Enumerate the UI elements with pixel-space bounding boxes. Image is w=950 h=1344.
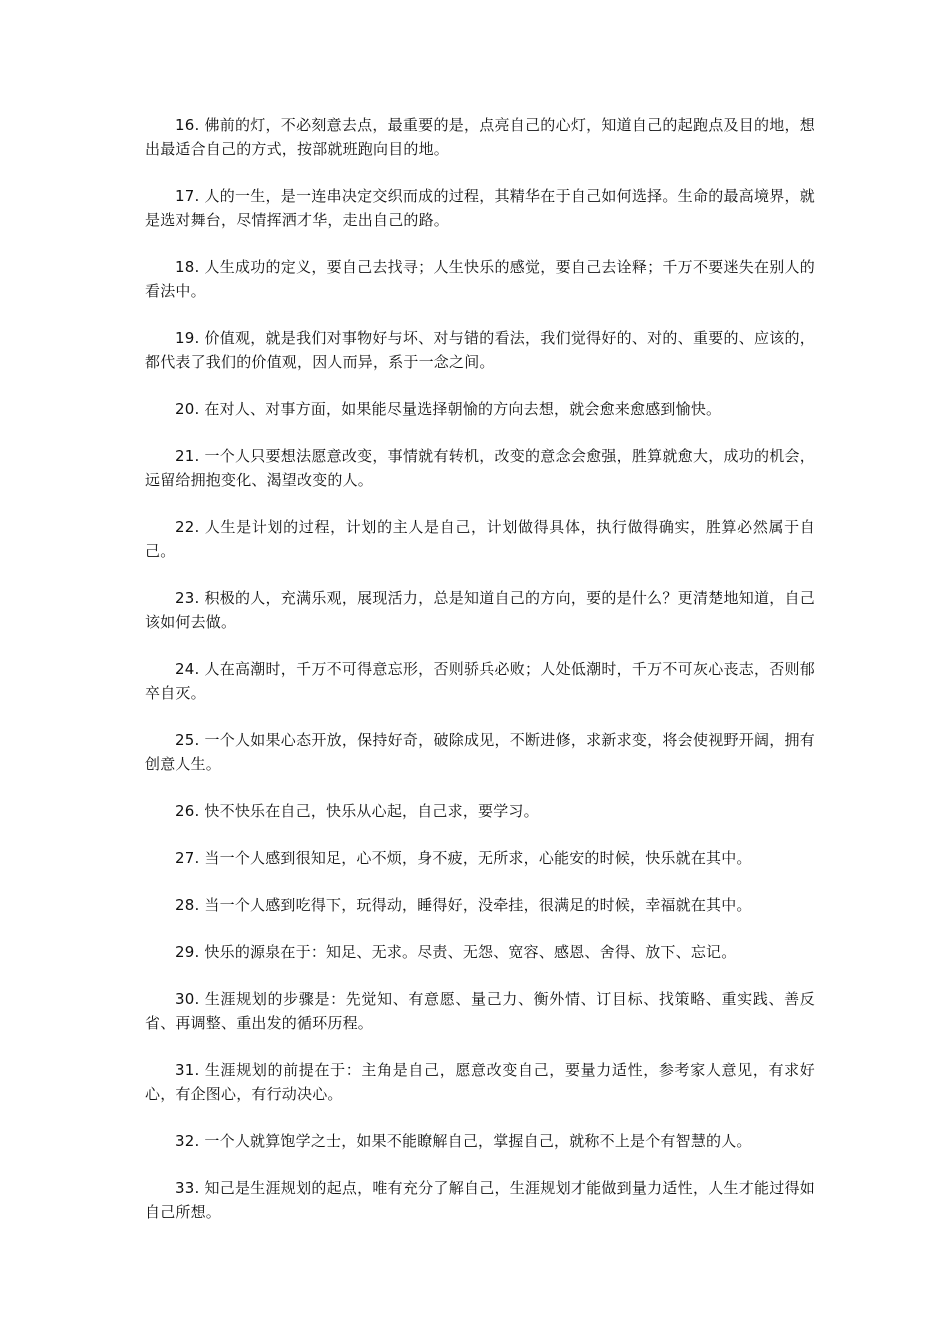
- paragraph-32: 32. 一个人就算饱学之士，如果不能瞭解自己，掌握自己，就称不上是个有智慧的人。: [175, 1132, 752, 1150]
- paragraph-27: 27. 当一个人感到很知足，心不烦，身不疲，无所求，心能安的时候，快乐就在其中。: [175, 849, 752, 867]
- paragraph-25: 25. 一个人如果心态开放，保持好奇，破除成见，不断进修，求新求变，将会使视野开阔，拥有创意人生。: [145, 731, 815, 773]
- paragraph-20: 20. 在对人、对事方面，如果能尽量选择朝愉的方向去想，就会愈来愈感到愉快。: [175, 400, 722, 418]
- paragraph-17: 17. 人的一生，是一连串决定交织而成的过程，其精华在于自己如何选择。生命的最高境界，就是选对舞台，尽情挥洒才华，走出自己的路。: [145, 187, 815, 229]
- paragraph-29: 29. 快乐的源泉在于：知足、无求。尽责、无怨、宽容、感恩、舍得、放下、忘记。: [175, 943, 737, 961]
- paragraph-19: 19. 价值观，就是我们对事物好与坏、对与错的看法，我们觉得好的、对的、重要的、应该的，都代表了我们的价值观，因人而异，系于一念之间。: [145, 329, 815, 371]
- paragraph-22: 22. 人生是计划的过程，计划的主人是自己，计划做得具体，执行做得确实，胜算必然属于自己。: [145, 518, 815, 560]
- paragraph-18: 18. 人生成功的定义，要自己去找寻；人生快乐的感觉，要自己去诠释；千万不要迷失在别人的看法中。: [145, 258, 815, 300]
- paragraph-30: 30. 生涯规划的步骤是：先觉知、有意愿、量己力、衡外情、订目标、找策略、重实践、善反省、再调整、重出发的循环历程。: [145, 990, 815, 1032]
- paragraph-24: 24. 人在高潮时，千万不可得意忘形，否则骄兵必败；人处低潮时，千万不可灰心丧志，否则郁卒自灭。: [145, 660, 815, 702]
- paragraph-23: 23. 积极的人，充满乐观，展现活力，总是知道自己的方向，要的是什么？更清楚地知道，自己该如何去做。: [145, 589, 815, 631]
- paragraph-21: 21. 一个人只要想法愿意改变，事情就有转机，改变的意念会愈强，胜算就愈大，成功的机会，远留给拥抱变化、渴望改变的人。: [145, 447, 815, 489]
- paragraph-26: 26. 快不快乐在自己，快乐从心起，自己求，要学习。: [175, 802, 539, 820]
- paragraph-16: 16. 佛前的灯，不必刻意去点，最重要的是，点亮自己的心灯，知道自己的起跑点及目的地，想出最适合自己的方式，按部就班跑向目的地。: [145, 116, 815, 158]
- paragraph-31: 31. 生涯规划的前提在于：主角是自己，愿意改变自己，要量力适性，参考家人意见，有求好心，有企图心，有行动决心。: [145, 1061, 815, 1103]
- document-page: [145, 113, 815, 1247]
- paragraph-28: 28. 当一个人感到吃得下，玩得动，睡得好，没牵挂，很满足的时候，幸福就在其中。: [175, 896, 752, 914]
- paragraph-33: 33. 知己是生涯规划的起点，唯有充分了解自己，生涯规划才能做到量力适性，人生才能过得如自己所想。: [145, 1179, 815, 1221]
